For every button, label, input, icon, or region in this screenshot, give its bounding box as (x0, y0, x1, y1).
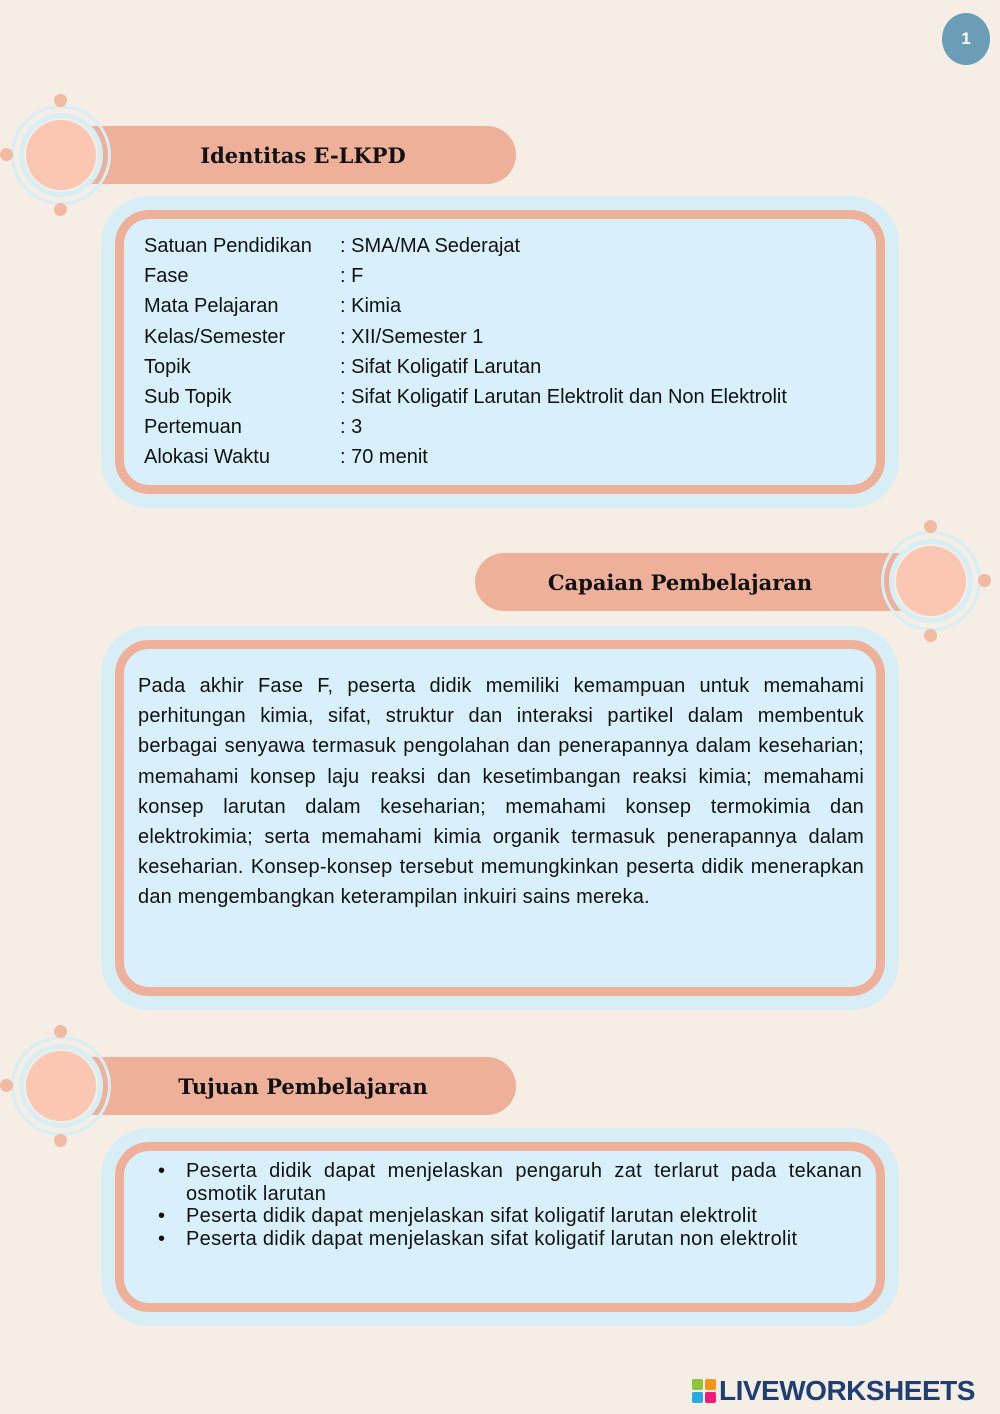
identitas-label: Sub Topik (144, 386, 232, 409)
liveworksheets-icon (692, 1379, 716, 1403)
identitas-row (144, 352, 787, 382)
identitas-row (144, 382, 787, 412)
bullet-icon: • (158, 1227, 166, 1250)
section-title-tujuan: Tujuan Pembelajaran (178, 1073, 428, 1099)
list-item (158, 1205, 862, 1228)
identitas-label: Alokasi Waktu (144, 446, 270, 469)
tujuan-list (158, 1160, 862, 1250)
identitas-row (144, 442, 787, 472)
identitas-value: : Kimia (340, 295, 402, 318)
tujuan-card (101, 1128, 899, 1326)
capaian-paragraph: Pada akhir Fase F, peserta didik memiliki kemampuan untuk memahami perhitungan kimia, sifat, struktur dan interaksi partikel dalam membentuk berbagai senyawa termasuk pengolahan dan penerapannya dalam keseharian; memahami konsep laju reaksi dan kesetimbangan reaksi kimia; memahami konsep larutan dalam keseharian; memahami konsep termokimia dan elektrokimia; serta memahami kimia organik termasuk penerapannya dalam keseharian. Konsep-konsep tersebut memungkinkan peserta didik menerapkan dan mengembangkan keterampilan inkuiri sains mereka. (138, 675, 864, 909)
identitas-row (144, 322, 787, 352)
section-banner-identitas (60, 126, 516, 184)
list-item-text: Peserta didik dapat menjelaskan sifat koligatif larutan elektrolit (186, 1205, 758, 1227)
identitas-value: : 3 (340, 416, 363, 439)
identitas-row (144, 231, 787, 261)
identitas-value: : 70 menit (340, 446, 428, 469)
section-title-identitas: Identitas E-LKPD (200, 142, 406, 168)
identitas-row (144, 412, 787, 442)
logo-square-icon (705, 1379, 716, 1390)
decorative-circle-icon (6, 100, 116, 210)
liveworksheets-brand-text: LIVEWORKSHEETS (719, 1375, 975, 1406)
list-item (158, 1228, 862, 1251)
identitas-label: Fase (144, 265, 189, 288)
identitas-card (101, 196, 899, 508)
decorative-circle-icon (876, 526, 986, 636)
capaian-card (101, 626, 899, 1010)
identitas-table (144, 231, 787, 473)
logo-square-icon (705, 1392, 716, 1403)
page-number-badge: 1 (942, 13, 990, 65)
identitas-value: : Sifat Koligatif Larutan (340, 355, 542, 378)
identitas-value: : XII/Semester 1 (340, 325, 484, 348)
identitas-value: : Sifat Koligatif Larutan Elektrolit dan Non Elektrolit (340, 386, 787, 409)
identitas-row (144, 291, 787, 321)
identitas-label: Pertemuan (144, 416, 242, 439)
list-item-text: Peserta didik dapat menjelaskan sifat koligatif larutan non elektrolit (186, 1227, 798, 1250)
decorative-circle-icon (6, 1031, 116, 1141)
logo-square-icon (692, 1379, 703, 1390)
identitas-label: Mata Pelajaran (144, 295, 279, 318)
bullet-icon: • (158, 1205, 166, 1227)
section-banner-tujuan (60, 1057, 516, 1115)
identitas-label: Topik (144, 355, 191, 378)
identitas-value: : SMA/MA Sederajat (340, 235, 521, 257)
liveworksheets-logo[interactable] (692, 1375, 975, 1407)
list-item (158, 1160, 862, 1205)
bullet-icon: • (158, 1160, 166, 1182)
identitas-value: : F (340, 265, 364, 288)
identitas-row (144, 261, 787, 291)
list-item-text: Peserta didik dapat menjelaskan pengaruh zat terlarut pada tekanan osmotik larutan (186, 1160, 862, 1205)
section-title-capaian: Capaian Pembelajaran (547, 569, 813, 595)
identitas-label: Kelas/Semester (144, 325, 286, 348)
section-banner-capaian (475, 553, 940, 611)
identitas-label: Satuan Pendidikan (144, 235, 312, 257)
logo-square-icon (692, 1392, 703, 1403)
